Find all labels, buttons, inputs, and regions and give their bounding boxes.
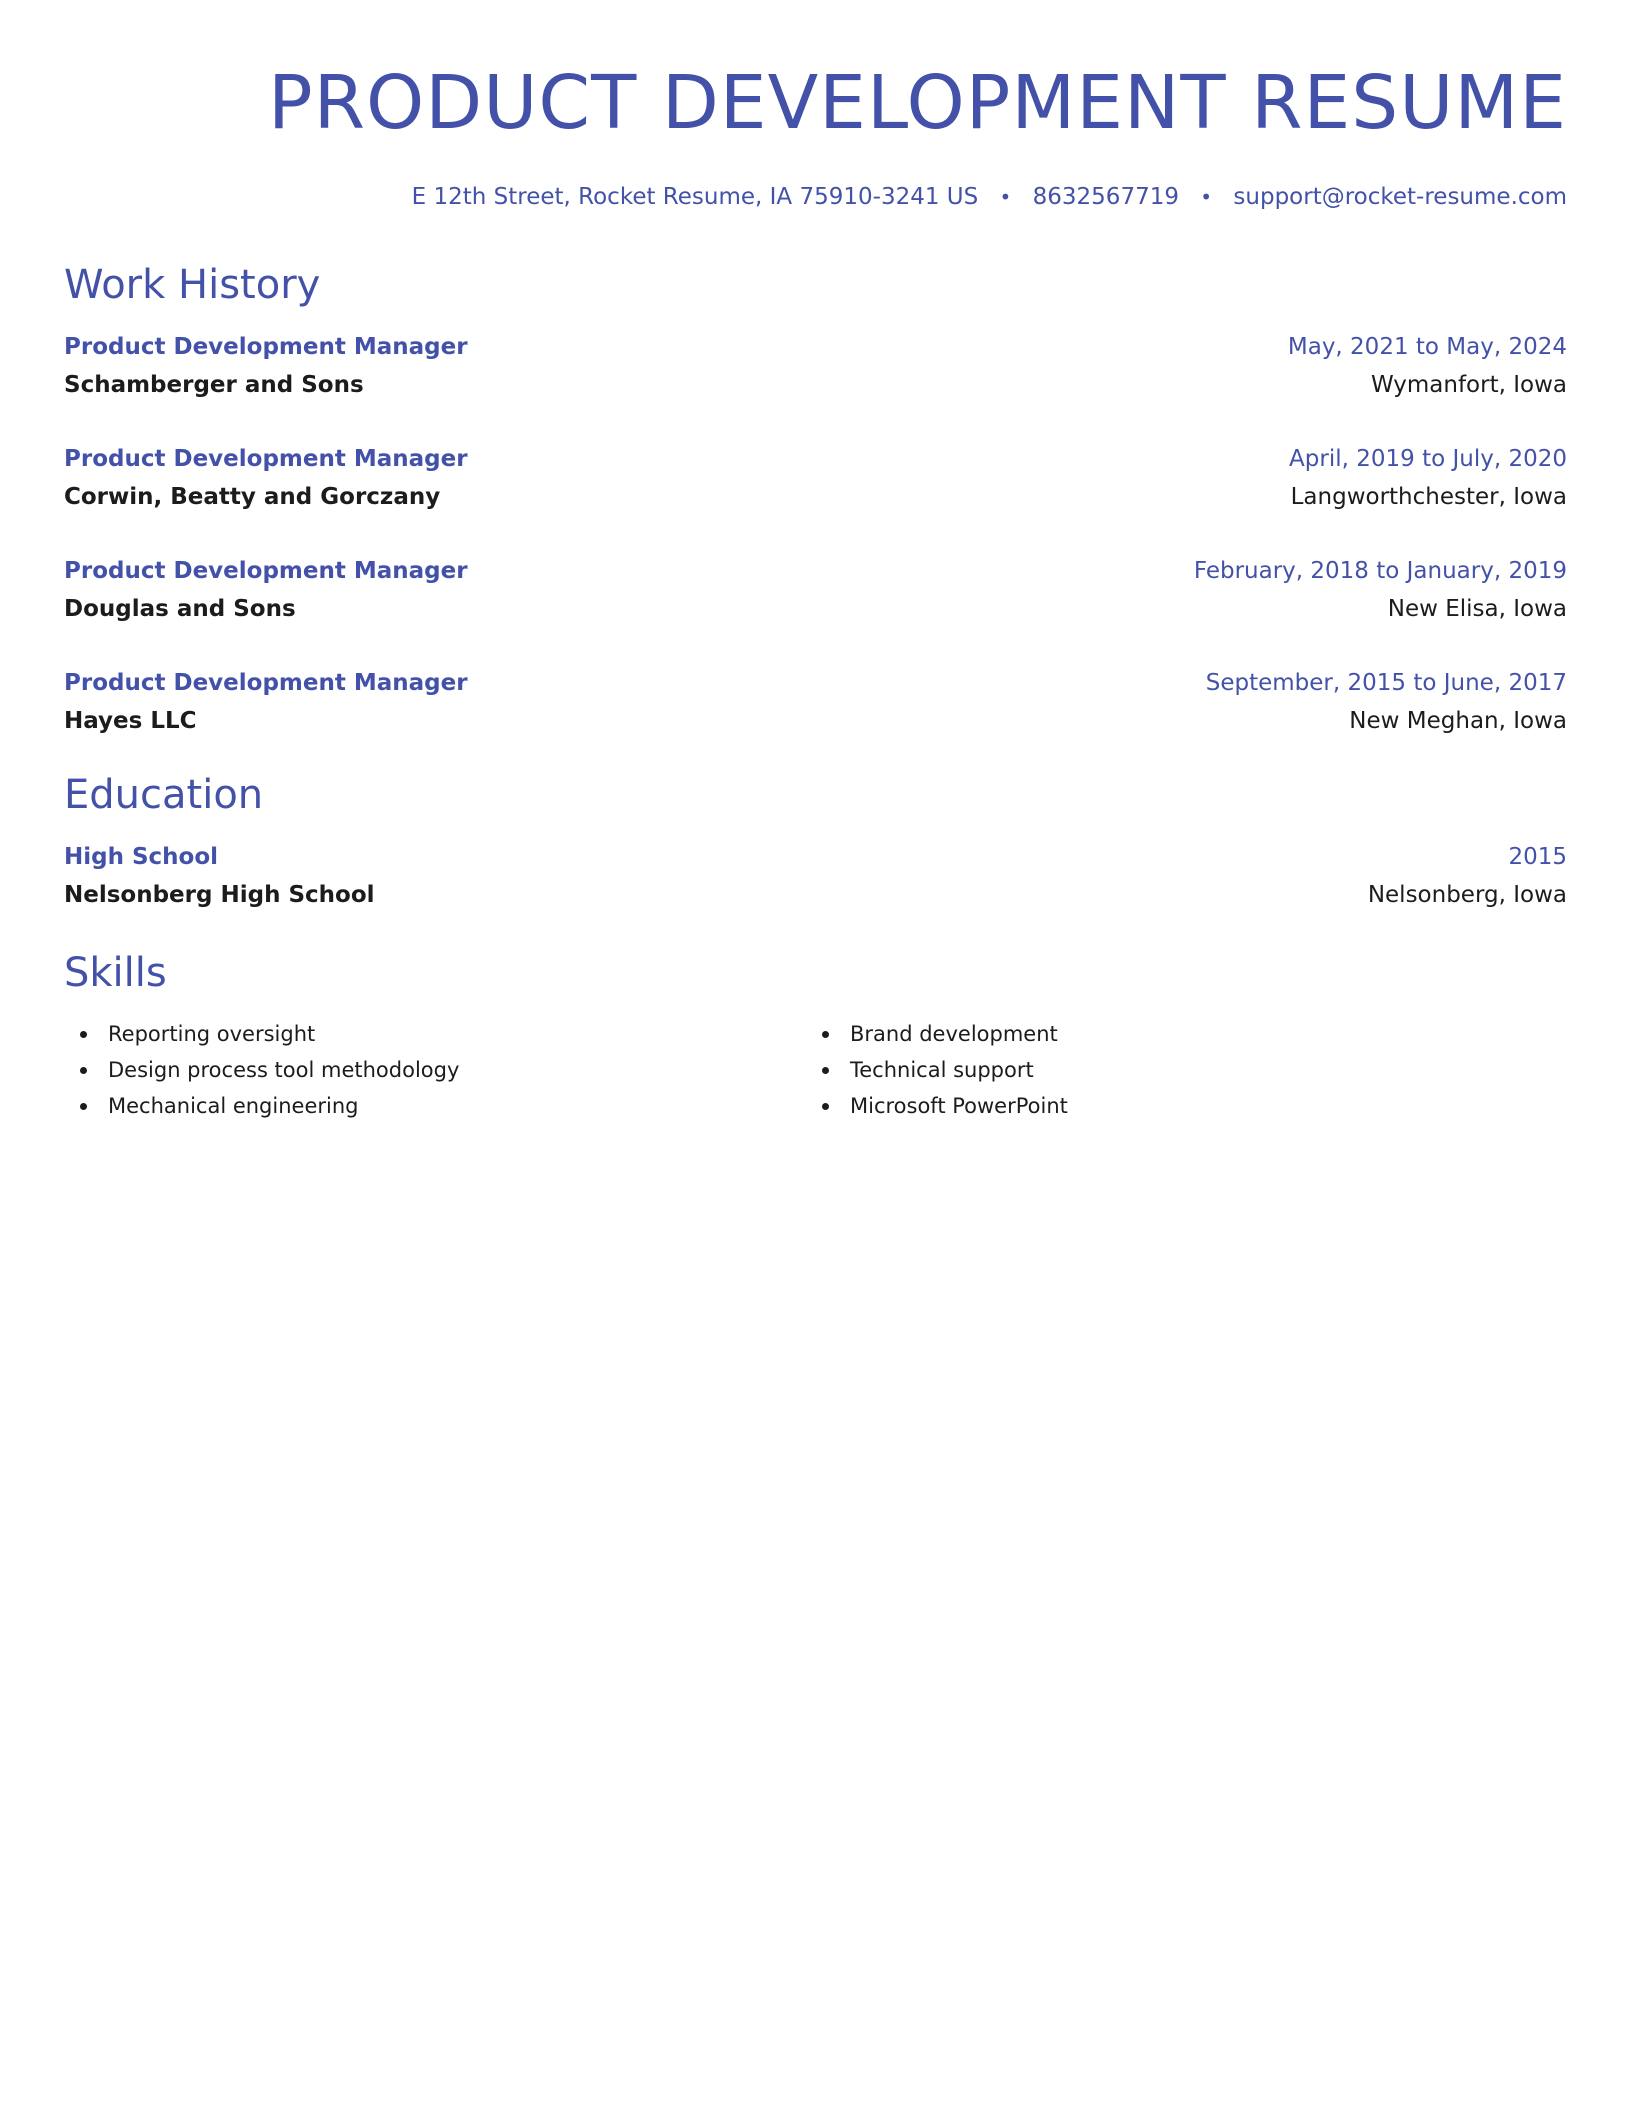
skill-item (806, 1088, 1548, 1124)
job-dates: May, 2021 to May, 2024 (1287, 334, 1567, 360)
job-role: Product Development Manager (64, 558, 468, 584)
bullet-icon (80, 1067, 87, 1074)
bullet-icon (822, 1103, 829, 1110)
work-entry (64, 328, 1567, 404)
contact-email[interactable]: support@rocket-resume.com (1233, 184, 1567, 210)
skill-label: Reporting oversight (108, 1022, 316, 1046)
education-degree: High School (64, 844, 219, 870)
work-entry (64, 440, 1567, 516)
bullet-icon (80, 1031, 87, 1038)
bullet-icon (822, 1067, 829, 1074)
work-entry (64, 664, 1567, 740)
work-history-list (64, 328, 1567, 740)
skill-label: Design process tool methodology (108, 1058, 460, 1082)
job-dates: April, 2019 to July, 2020 (1289, 446, 1567, 472)
job-role: Product Development Manager (64, 446, 468, 472)
job-company: Corwin, Beatty and Gorczany (64, 484, 441, 510)
education-entry (64, 838, 1567, 914)
job-role: Product Development Manager (64, 334, 468, 360)
skills-columns (64, 1016, 1567, 1124)
skill-label: Brand development (850, 1022, 1058, 1046)
job-location: Wymanfort, Iowa (1370, 372, 1567, 398)
job-company: Douglas and Sons (64, 596, 296, 622)
skill-item (64, 1088, 806, 1124)
job-company: Hayes LLC (64, 708, 197, 734)
work-entry (64, 552, 1567, 628)
skill-item (806, 1052, 1548, 1088)
job-location: Langworthchester, Iowa (1290, 484, 1567, 510)
job-role: Product Development Manager (64, 670, 468, 696)
contact-separator: • (999, 185, 1012, 209)
job-company: Schamberger and Sons (64, 372, 364, 398)
skill-label: Mechanical engineering (108, 1094, 359, 1118)
job-dates: September, 2015 to June, 2017 (1205, 670, 1567, 696)
skills-list-left (64, 1016, 806, 1124)
work-history-heading: Work History (64, 262, 321, 308)
education-list (64, 838, 1567, 914)
education-heading: Education (64, 772, 264, 818)
skill-label: Microsoft PowerPoint (850, 1094, 1068, 1118)
skill-item (64, 1016, 806, 1052)
education-location: Nelsonberg, Iowa (1367, 882, 1567, 908)
skill-item (806, 1016, 1548, 1052)
bullet-icon (80, 1103, 87, 1110)
skill-item (64, 1052, 806, 1088)
bullet-icon (822, 1031, 829, 1038)
resume-page (64, 0, 1567, 1124)
job-location: New Meghan, Iowa (1349, 708, 1567, 734)
education-school: Nelsonberg High School (64, 882, 375, 908)
job-location: New Elisa, Iowa (1387, 596, 1567, 622)
contact-line (64, 182, 1567, 212)
contact-separator: • (1200, 185, 1213, 209)
contact-address: E 12th Street, Rocket Resume, IA 75910-3241 US (411, 184, 979, 210)
resume-title: PRODUCT DEVELOPMENT RESUME (268, 60, 1567, 146)
skills-list-right (806, 1016, 1548, 1124)
job-dates: February, 2018 to January, 2019 (1193, 558, 1567, 584)
education-year: 2015 (1508, 844, 1567, 870)
contact-phone: 8632567719 (1032, 184, 1179, 210)
skill-label: Technical support (850, 1058, 1034, 1082)
skills-heading: Skills (64, 950, 167, 996)
